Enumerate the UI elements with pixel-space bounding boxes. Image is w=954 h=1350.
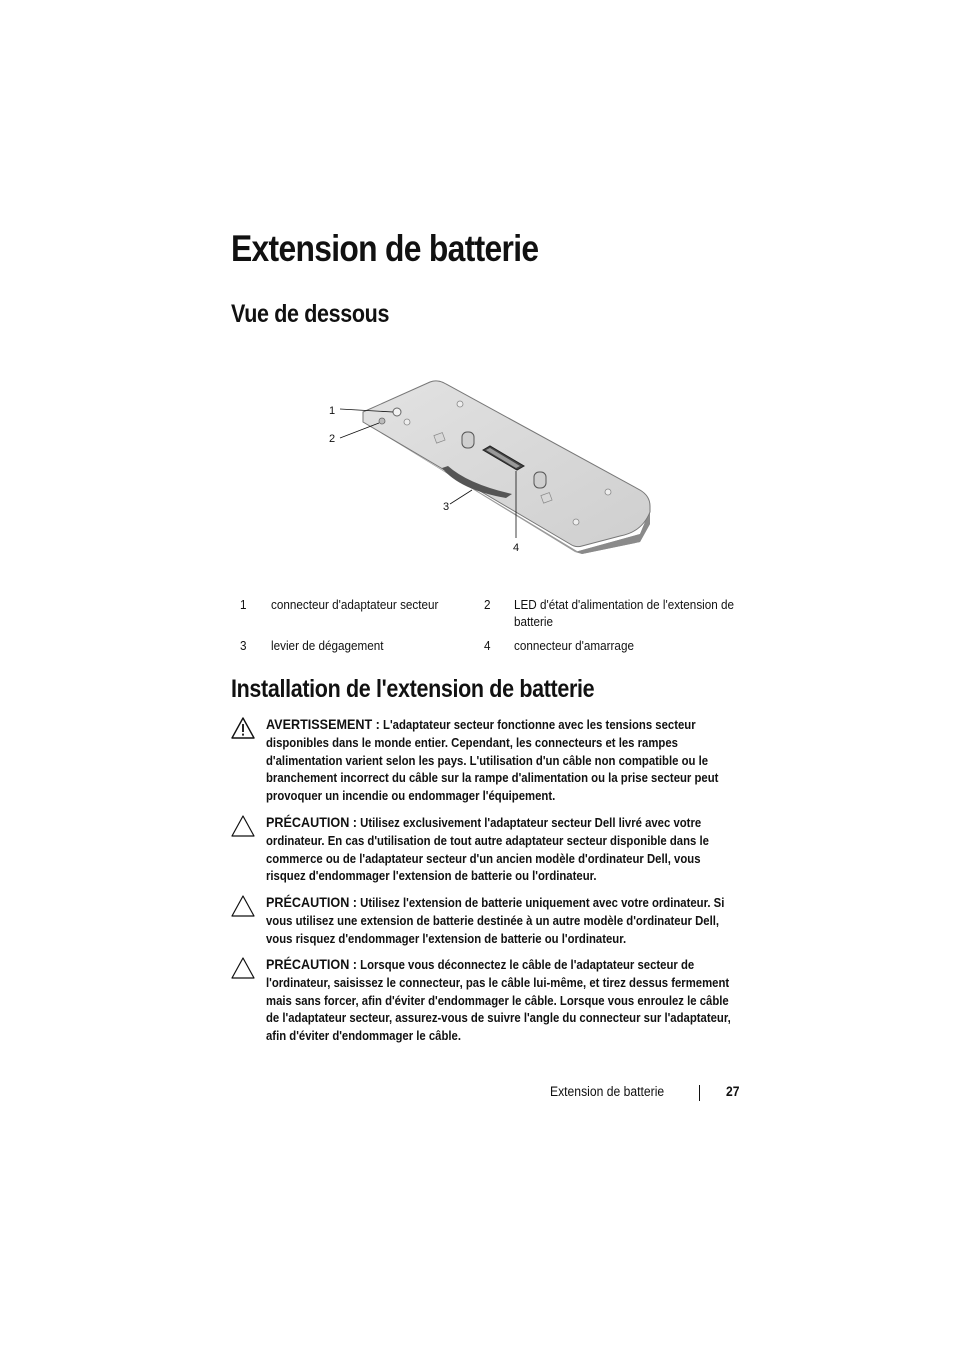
caution-icon	[231, 894, 261, 918]
callout-2: 2	[329, 433, 336, 445]
callout-3: 3	[443, 501, 450, 513]
battery-slice-illustration	[320, 372, 660, 562]
callout-1: 1	[329, 405, 336, 417]
legend-number: 3	[240, 638, 247, 653]
note-text: Utilisez exclusivement l'adaptateur secteur Dell livré avec votre ordinateur. En cas d'utilisation de tout autre adaptateur secteur disponible dans le commerce ou de l'adaptateur secteur d'un ancien modèle d'ordinateur Dell, vous risquez d'endommager l'extension de batterie ou l'ordinateur.	[266, 816, 709, 884]
caution-icon	[231, 814, 261, 838]
power-status-led-icon	[379, 418, 385, 424]
warning-icon	[231, 716, 261, 740]
note-text: Utilisez l'extension de batterie uniquement avec votre ordinateur. Si vous utilisez une extension de batterie destinée à un autre modèle d'ordinateur Dell, vous risquez d'endommager l'extension de batterie ou l'ordinateur.	[266, 896, 725, 946]
legend-text: connecteur d'adaptateur secteur	[271, 597, 439, 612]
footer-separator	[699, 1085, 700, 1101]
legend-text: connecteur d'amarrage	[514, 638, 634, 653]
page-title: Extension de batterie	[231, 228, 539, 269]
legend-text: levier de dégagement	[271, 638, 384, 653]
page-number: 27	[726, 1084, 740, 1099]
footer-section-title: Extension de batterie	[550, 1084, 665, 1099]
legend-text: LED d'état d'alimentation de l'extension de batterie	[514, 597, 735, 629]
note-label: PRÉCAUTION :	[266, 956, 358, 972]
legend-number: 2	[484, 597, 491, 612]
note-label: PRÉCAUTION :	[266, 894, 358, 910]
note-label: AVERTISSEMENT :	[266, 716, 380, 732]
note-text: L'adaptateur secteur fonctionne avec les tensions secteur disponibles dans le monde entier. Cependant, les connecteurs et les rampes d'alimentation varient selon les pays. L'utilisation d'un câble non compatible ou le branchement incorrect du câble sur la rampe d'alimentation ou la prise secteur peut provoquer un incendie ou endommager l'équipement.	[266, 718, 719, 804]
legend-number: 4	[484, 638, 491, 653]
note-text: Lorsque vous déconnectez le câble de l'adaptateur secteur de l'ordinateur, saisissez le connecteur, pas le câble lui-même, et tirez dessus fermement mais sans forcer, afin d'éviter d'endommager le câble. Lorsque vous enroulez le câble de l'adaptateur secteur, assurez-vous de suivre l'angle du connecteur sur l'adaptateur, afin d'éviter d'endommager le câble.	[266, 958, 731, 1044]
caution-icon	[231, 956, 261, 980]
section-heading-bottom-view: Vue de dessous	[231, 300, 390, 328]
note-label: PRÉCAUTION :	[266, 814, 358, 830]
ac-adapter-connector-icon	[393, 408, 401, 416]
legend-number: 1	[240, 597, 247, 612]
section-heading-installation: Installation de l'extension de batterie	[231, 675, 595, 703]
callout-4: 4	[513, 542, 520, 554]
